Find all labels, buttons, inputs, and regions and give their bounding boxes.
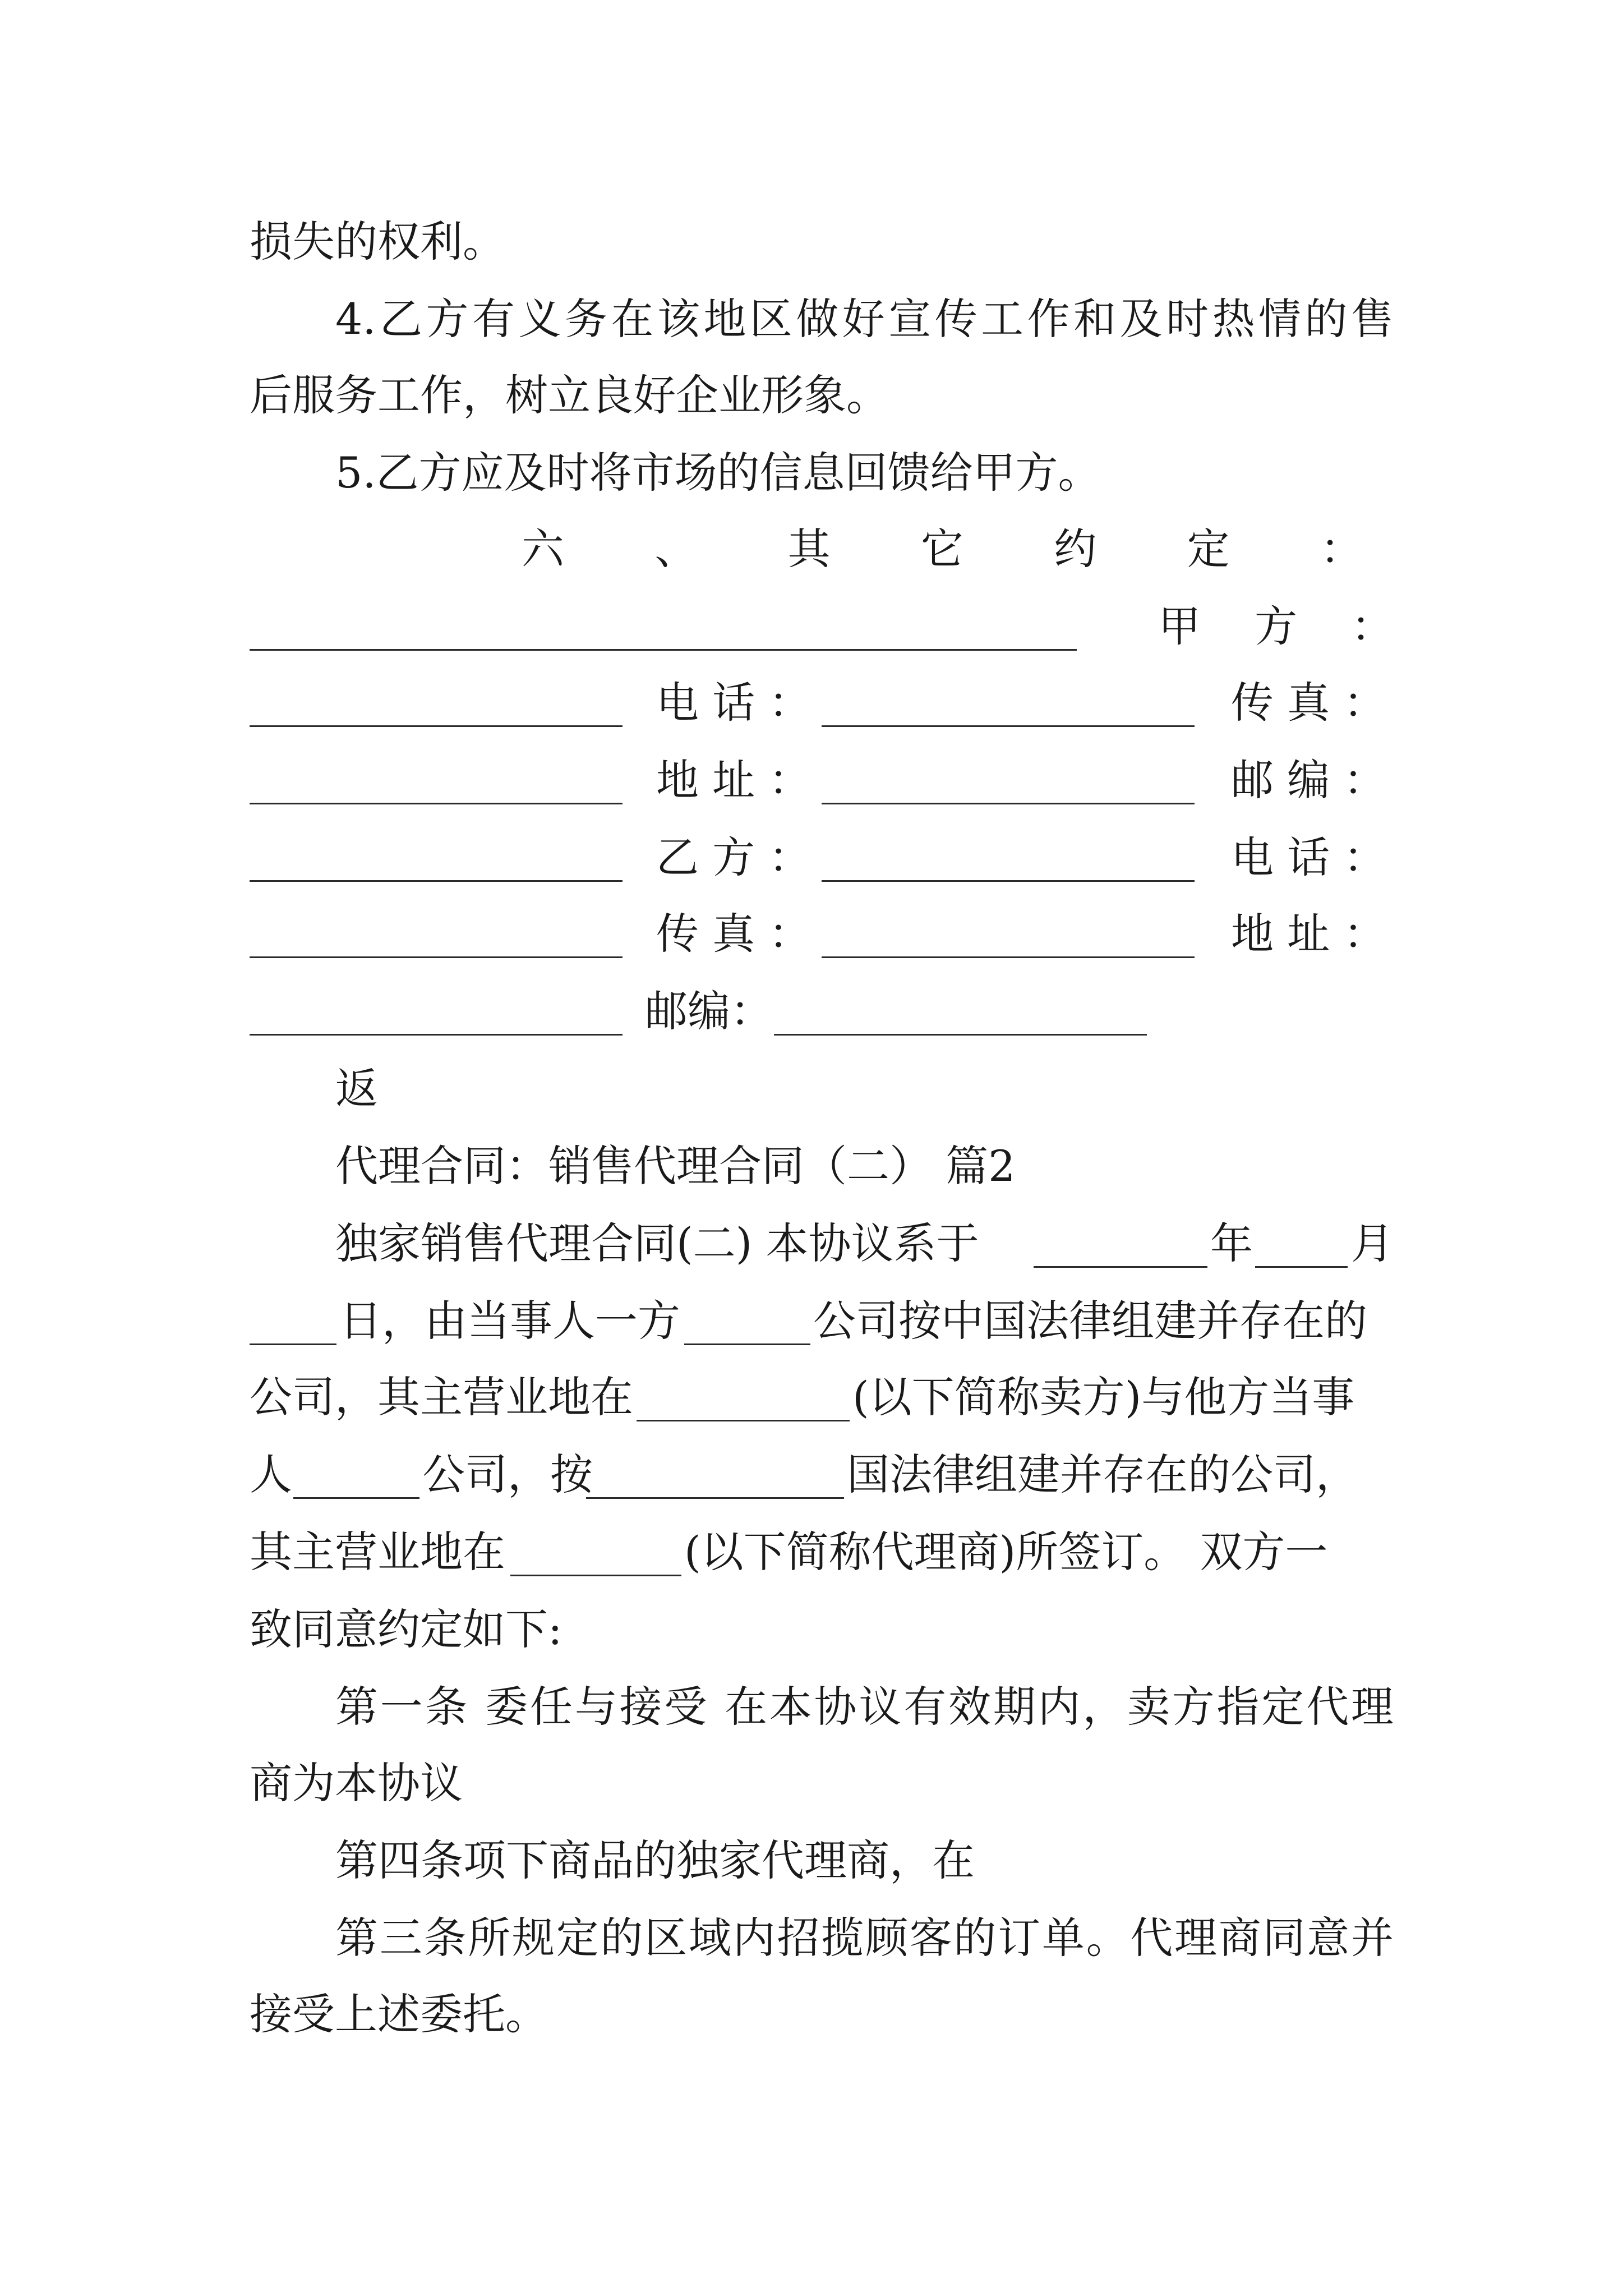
paragraph-line: 第三条所规定的区域内招揽顾客的订单。代理商同意并 xyxy=(335,1913,1394,1963)
paragraph-line xyxy=(250,1282,1394,1360)
text-segment: (以下简称卖方)与他方当事 xyxy=(852,1372,1355,1422)
blank-field[interactable] xyxy=(822,664,1195,742)
blank-company[interactable] xyxy=(293,1436,419,1513)
paragraph-line: 商为本协议 xyxy=(250,1758,463,1808)
phone-label: 电 话 ： xyxy=(1231,832,1386,882)
form-row-postcode xyxy=(250,973,1394,1050)
paragraph-line: 后服务工作，树立良好企业形象。 xyxy=(250,370,889,420)
address-label: 地 址 ： xyxy=(1231,909,1386,959)
paragraph-line xyxy=(250,1436,1394,1513)
blank-field[interactable] xyxy=(250,819,623,896)
text-segment: 独家销售代理合同(二) 本协议系于 xyxy=(335,1218,979,1268)
blank-country[interactable] xyxy=(586,1436,844,1513)
paragraph-line: 损失的权利。 xyxy=(250,217,505,266)
blank-field[interactable] xyxy=(822,819,1195,896)
text-segment: 其主营业地在 xyxy=(250,1527,505,1577)
blank-company[interactable] xyxy=(684,1282,810,1360)
blank-field[interactable] xyxy=(250,742,623,819)
blank-field[interactable] xyxy=(822,742,1195,819)
paragraph-line: 第一条 委任与接受 在本协议有效期内，卖方指定代理 xyxy=(335,1682,1394,1732)
form-row-party-b-phone xyxy=(250,819,1394,896)
paragraph-line: 4.乙方有义务在该地区做好宣传工作和及时热情的售 xyxy=(335,294,1394,344)
text-segment: 公司，其主营业地在 xyxy=(250,1372,633,1422)
blank-field[interactable] xyxy=(250,895,623,973)
blank-field[interactable] xyxy=(250,973,623,1050)
paragraph-line: 返 xyxy=(335,1064,378,1114)
form-row-phone-fax xyxy=(250,664,1394,742)
text-segment: 年 xyxy=(1210,1218,1253,1268)
text-segment: (以下简称代理商)所签订。 双方一 xyxy=(684,1527,1328,1577)
text-segment: 国法律组建并存在的公司， xyxy=(847,1450,1358,1499)
blank-year[interactable] xyxy=(1034,1205,1207,1282)
text-segment: 日，由当事人一方 xyxy=(339,1296,680,1346)
blank-field[interactable] xyxy=(250,664,623,742)
text-segment: 公司按中国法律组建并存在的 xyxy=(813,1296,1367,1346)
paragraph-line xyxy=(250,1513,1394,1591)
form-row-fax-address xyxy=(250,895,1394,973)
paragraph-line xyxy=(250,1359,1394,1436)
postcode-label: 邮编： xyxy=(645,986,773,1036)
fax-label: 传 真 ： xyxy=(1231,678,1386,728)
article-title: 代理合同：销售代理合同（二） 篇2 xyxy=(335,1141,1016,1191)
form-row-party-a xyxy=(250,588,1394,665)
blank-place[interactable] xyxy=(637,1359,850,1436)
party-b-label: 乙 方 ： xyxy=(656,832,811,882)
address-label: 地 址 ： xyxy=(656,755,811,805)
blank-place[interactable] xyxy=(510,1513,681,1591)
fax-label: 传 真 ： xyxy=(656,909,811,959)
paragraph-line: 接受上述委托。 xyxy=(250,1989,548,2039)
party-a-label: 甲 方 ： xyxy=(1158,601,1394,651)
section-heading-text: 六 、 其 它 约 定 ： xyxy=(522,524,1363,574)
text-segment: 公司，按 xyxy=(422,1450,593,1499)
blank-day[interactable] xyxy=(250,1282,336,1360)
paragraph-line: 5.乙方应及时将市场的信息回馈给甲方。 xyxy=(335,448,1101,498)
blank-field[interactable] xyxy=(250,588,1077,665)
section-heading-other-terms xyxy=(522,510,1363,588)
phone-label: 电 话 ： xyxy=(656,678,811,728)
text-segment: 月 xyxy=(1351,1218,1394,1268)
blank-month[interactable] xyxy=(1255,1205,1348,1282)
text-segment: 人 xyxy=(250,1450,292,1499)
form-row-address-postcode xyxy=(250,742,1394,819)
paragraph-line: 第四条项下商品的独家代理商，在 xyxy=(335,1835,975,1885)
blank-field[interactable] xyxy=(822,895,1195,973)
postcode-label: 邮 编 ： xyxy=(1231,755,1386,805)
paragraph-line xyxy=(335,1205,1394,1282)
paragraph-line: 致同意约定如下: xyxy=(250,1604,562,1654)
blank-field[interactable] xyxy=(774,973,1147,1050)
